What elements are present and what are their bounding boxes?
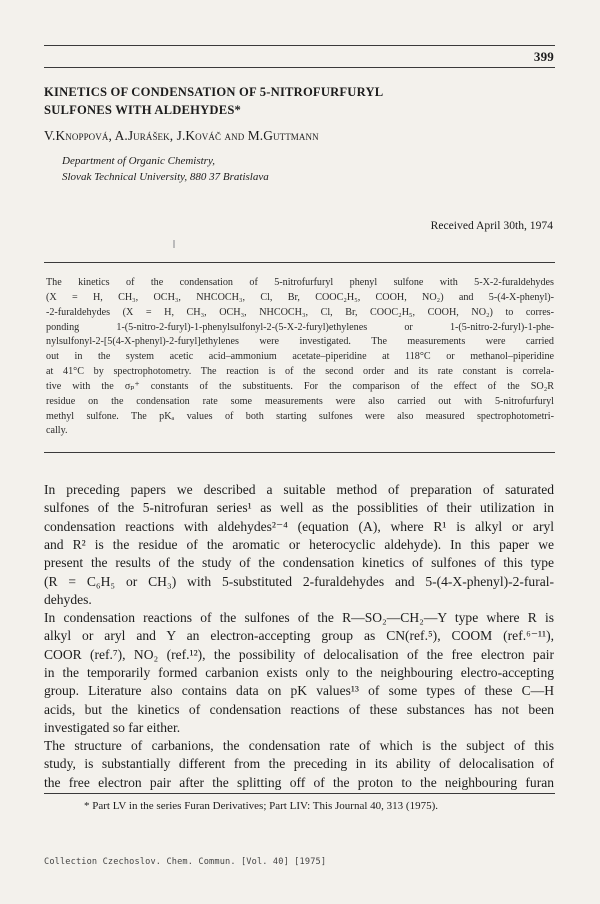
- affiliation-line: Department of Organic Chemistry,: [62, 155, 215, 167]
- footnote-rule: [44, 793, 555, 794]
- text-line: In condensation reactions of the sulfones of the R—SO₂—CH₂—Y type where R is: [44, 610, 554, 625]
- text-line: -2-furaldehydes (X = H, CH₃, OCH₃, NHCOCH₃, Cl, Br, COOC₂H₅, COOH, NO₂) to corres-: [46, 306, 554, 318]
- text-line: present the results of the study of the condensation kinetics of sulfones of this type: [44, 555, 554, 571]
- text-line: methyl sulfone. The pKₐ values of both starting sulfones were also measured spectrophotometri-: [46, 410, 554, 422]
- journal-citation-footer: Collection Czechoslov. Chem. Commun. [Vol. 40] [1975]: [44, 857, 327, 867]
- paragraph: [44, 609, 554, 737]
- text-line: investigated so far either.: [44, 720, 181, 736]
- text-line: and R² is the residue of the aromatic or heterocyclic aldehyde). In this paper we: [44, 537, 554, 553]
- text-line: at 41°C by spectrophotometry. The reaction is of the second order and its rate constant is correla-: [46, 366, 554, 378]
- text-line: The kinetics of the condensation of 5-nitrofurfuryl phenyl sulfone with 5-X-2-furaldehydes: [46, 277, 554, 288]
- abstract-bottom-rule: [44, 452, 555, 453]
- text-line: residue on the condensation rate some measurements were also carried out with 5-nitrofurfuryl: [46, 395, 554, 407]
- text-line: In preceding papers we described a suitable method of preparation of saturated: [44, 482, 554, 497]
- scan-mark: [173, 240, 175, 248]
- author-list: V.Knoppová, A.Jurášek, J.Kováč and M.Guttmann: [44, 128, 319, 143]
- text-line: condensation reactions with aldehydes²⁻⁴ (equation (A), where R¹ is alkyl or aryl: [44, 518, 554, 534]
- page-number: 399: [533, 49, 554, 64]
- text-line: alkyl or aryl and Y an electron-accepting group as CN(ref.⁵), COOM (ref.⁶⁻¹¹),: [44, 628, 554, 644]
- text-line: in the temporarily formed carbanion exists only to the neighbouring electro-accepting: [44, 665, 554, 681]
- text-line: the free electron pair after the splitting off of the proton to the neighbouring furan: [44, 774, 554, 790]
- text-line: nylsulfonyl-2-[5(4-X-phenyl)-2-furyl]ethylenes were investigated. The measurements were carried: [46, 336, 554, 348]
- text-line: cally.: [46, 425, 68, 437]
- title-line: KINETICS OF CONDENSATION OF 5-NITROFURFURYL: [44, 85, 384, 99]
- received-date: Received April 30th, 1974: [430, 219, 553, 232]
- abstract: [46, 276, 554, 439]
- text-line: out in the system acetic acid–ammonium acetate–piperidine at 118°C or methanol–piperidine: [46, 351, 554, 363]
- text-line: tive with the σₚ⁺ constants of the substituents. For the comparison of the effect of the SO₂R: [46, 380, 554, 392]
- text-line: ponding 1-(5-nitro-2-furyl)-1-phenylsulfonyl-2-(5-X-2-furyl)ethylenes or 1-(5-nitro-2-furyl)-1-phe-: [46, 321, 554, 333]
- paragraph: [44, 737, 554, 792]
- article-title: [44, 84, 544, 119]
- text-line: acids, but the kinetics of condensation reactions of these substances has not been: [44, 701, 554, 717]
- text-line: (R = C₆H₅ or CH₃) with 5-substituted 2-furaldehydes and 5-(4-X-phenyl)-2-fural-: [44, 573, 554, 589]
- footnote: * Part LV in the series Furan Derivatives; Part LIV: This Journal 40, 313 (1975).: [84, 800, 438, 812]
- text-line: (X = H, CH₃, OCH₃, NHCOCH₃, Cl, Br, COOC₂H₅, COOH, NO₂) and 5-(4-X-phenyl)-: [46, 291, 554, 303]
- header-rule: [44, 67, 555, 68]
- text-line: dehydes.: [44, 592, 92, 608]
- title-line: SULFONES WITH ALDEHYDES*: [44, 102, 242, 117]
- affiliation-line: Slovak Technical University, 880 37 Bratislava: [62, 171, 269, 183]
- top-rule: [44, 45, 555, 46]
- text-line: The structure of carbanions, the condensation rate of which is the subject of this: [44, 738, 554, 753]
- paragraph: [44, 481, 554, 609]
- text-line: sulfones of the 5-nitrofuran series¹ as well as the possiblities of their utilization in: [44, 500, 554, 516]
- text-line: group. Literature also contains data on pK values¹³ of some types of these C—H: [44, 683, 554, 699]
- text-line: study, is substantially different from the preceding in its ability of delocalisation of: [44, 756, 554, 772]
- text-line: COOR (ref.⁷), NO₂ (ref.¹²), the possibility of delocalisation of the free electron pair: [44, 646, 554, 662]
- abstract-top-rule: [44, 262, 555, 263]
